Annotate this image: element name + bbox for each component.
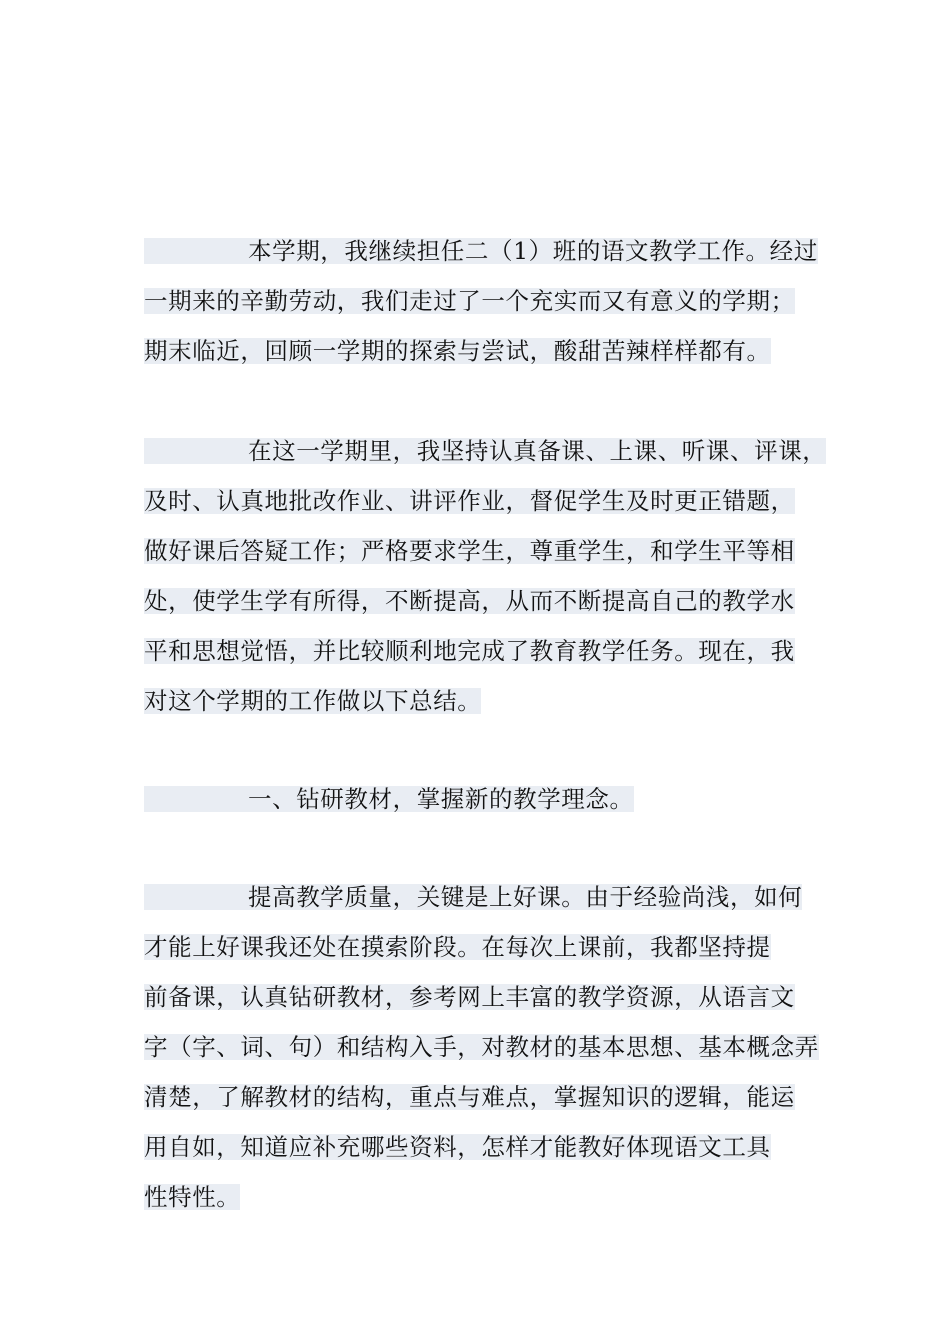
line-text: 用自如，知道应补充哪些资料，怎样才能教好体现语文工具 <box>144 1132 771 1161</box>
paragraph-line <box>144 1170 834 1220</box>
line-text: 性特性。 <box>144 1182 241 1211</box>
heading-line <box>144 772 834 822</box>
paragraph-line <box>144 274 834 324</box>
line-text: 做好课后答疑工作；严格要求学生，尊重学生，和学生平等相 <box>144 536 795 565</box>
line-text: 字（字、词、句）和结构入手，对教材的基本思想、基本概念弄 <box>144 1032 819 1061</box>
indent-highlight <box>144 238 248 264</box>
line-text: 提高教学质量，关键是上好课。由于经验尚浅，如何 <box>248 882 803 911</box>
line-text: 在这一学期里，我坚持认真备课、上课、听课、评课， <box>248 436 827 465</box>
paragraph-line <box>144 424 834 474</box>
line-text: 本学期，我继续担任二（1）班的语文教学工作。经过 <box>248 236 818 265</box>
paragraph-line <box>144 624 834 674</box>
heading-text: 一、钻研教材，掌握新的教学理念。 <box>248 784 634 813</box>
line-text: 清楚，了解教材的结构，重点与难点，掌握知识的逻辑，能运 <box>144 1082 795 1111</box>
line-text: 期末临近，回顾一学期的探索与尝试，酸甜苦辣样样都有。 <box>144 336 771 365</box>
indent-highlight <box>144 884 248 910</box>
paragraph-line <box>144 574 834 624</box>
paragraph-line <box>144 524 834 574</box>
paragraph-line <box>144 1020 834 1070</box>
line-text: 一期来的辛勤劳动，我们走过了一个充实而又有意义的学期； <box>144 286 795 315</box>
paragraph-line <box>144 674 834 724</box>
paragraph-line <box>144 1070 834 1120</box>
section-heading <box>144 772 834 822</box>
paragraph-3 <box>144 870 834 1220</box>
line-text: 对这个学期的工作做以下总结。 <box>144 686 482 715</box>
paragraph-line <box>144 870 834 920</box>
indent-highlight <box>144 438 248 464</box>
paragraph-line <box>144 920 834 970</box>
paragraph-line <box>144 970 834 1020</box>
line-text: 前备课，认真钻研教材，参考网上丰富的教学资源，从语言文 <box>144 982 795 1011</box>
paragraph-line <box>144 224 834 274</box>
paragraph-line <box>144 324 834 374</box>
paragraph-line <box>144 474 834 524</box>
line-text: 平和思想觉悟，并比较顺利地完成了教育教学任务。现在，我 <box>144 636 795 665</box>
line-text: 及时、认真地批改作业、讲评作业，督促学生及时更正错题， <box>144 486 795 515</box>
paragraph-2 <box>144 424 834 724</box>
paragraph-line <box>144 1120 834 1170</box>
line-text: 才能上好课我还处在摸索阶段。在每次上课前，我都坚持提 <box>144 932 771 961</box>
indent-highlight <box>144 786 248 812</box>
paragraph-1 <box>144 224 834 374</box>
line-text: 处，使学生学有所得，不断提高，从而不断提高自己的教学水 <box>144 586 795 615</box>
